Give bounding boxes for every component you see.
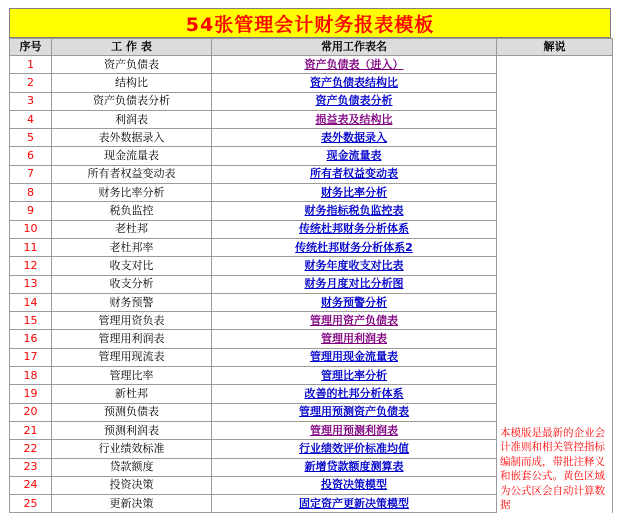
- row-hyperlink[interactable]: 现金流量表: [212, 147, 497, 165]
- row-worksheet: 资产负债表分析: [52, 92, 212, 110]
- row-hyperlink[interactable]: 所有者权益变动表: [212, 165, 497, 183]
- row-worksheet: 更新决策: [52, 495, 212, 513]
- row-hyperlink[interactable]: 财务比率分析: [212, 184, 497, 202]
- row-hyperlink[interactable]: 资产负债表结构比: [212, 74, 497, 92]
- row-seq: 22: [10, 440, 52, 458]
- row-seq: 25: [10, 495, 52, 513]
- row-seq: 23: [10, 458, 52, 476]
- row-seq: 10: [10, 220, 52, 238]
- row-seq: 2: [10, 74, 52, 92]
- row-seq: 14: [10, 293, 52, 311]
- row-hyperlink[interactable]: 管理用现金流量表: [212, 348, 497, 366]
- row-seq: 3: [10, 92, 52, 110]
- row-worksheet: 财务比率分析: [52, 184, 212, 202]
- row-hyperlink[interactable]: 管理比率分析: [212, 367, 497, 385]
- report-index-table: [9, 38, 613, 513]
- row-hyperlink[interactable]: 财务指标税负监控表: [212, 202, 497, 220]
- row-seq: 17: [10, 348, 52, 366]
- row-worksheet: 管理用现流表: [52, 348, 212, 366]
- row-seq: 18: [10, 367, 52, 385]
- row-seq: 12: [10, 257, 52, 275]
- row-seq: 21: [10, 421, 52, 439]
- row-hyperlink[interactable]: 新增贷款额度测算表: [212, 458, 497, 476]
- row-worksheet: 收支对比: [52, 257, 212, 275]
- row-seq: 13: [10, 275, 52, 293]
- row-hyperlink[interactable]: 改善的杜邦分析体系: [212, 385, 497, 403]
- row-seq: 24: [10, 476, 52, 494]
- row-worksheet: 管理比率: [52, 367, 212, 385]
- row-hyperlink[interactable]: 表外数据录入: [212, 129, 497, 147]
- header-common-name: 常用工作表名: [212, 39, 497, 56]
- header-worksheet: 工 作 表: [52, 39, 212, 56]
- row-seq: 7: [10, 165, 52, 183]
- row-seq: 4: [10, 110, 52, 128]
- row-worksheet: 税负监控: [52, 202, 212, 220]
- header-note: 解说: [497, 39, 613, 56]
- row-hyperlink[interactable]: 管理用预测利润表: [212, 421, 497, 439]
- row-worksheet: 所有者权益变动表: [52, 165, 212, 183]
- row-hyperlink[interactable]: 投资决策模型: [212, 476, 497, 494]
- row-worksheet: 现金流量表: [52, 147, 212, 165]
- row-worksheet: 预测利润表: [52, 421, 212, 439]
- header-seq: 序号: [10, 39, 52, 56]
- row-seq: 8: [10, 184, 52, 202]
- row-seq: 19: [10, 385, 52, 403]
- row-seq: 15: [10, 312, 52, 330]
- row-worksheet: 表外数据录入: [52, 129, 212, 147]
- row-seq: 16: [10, 330, 52, 348]
- row-hyperlink[interactable]: 资产负债表（进入）: [212, 56, 497, 74]
- row-hyperlink[interactable]: 管理用利润表: [212, 330, 497, 348]
- row-hyperlink[interactable]: 固定资产更新决策模型: [212, 495, 497, 513]
- row-worksheet: 老杜邦率: [52, 238, 212, 256]
- row-worksheet: 利润表: [52, 110, 212, 128]
- row-hyperlink[interactable]: 财务预警分析: [212, 293, 497, 311]
- row-hyperlink[interactable]: 财务年度收支对比表: [212, 257, 497, 275]
- row-hyperlink[interactable]: 传统杜邦财务分析体系: [212, 220, 497, 238]
- row-hyperlink[interactable]: 财务月度对比分析图: [212, 275, 497, 293]
- row-worksheet: 行业绩效标准: [52, 440, 212, 458]
- row-worksheet: 贷款额度: [52, 458, 212, 476]
- row-seq: 9: [10, 202, 52, 220]
- row-hyperlink[interactable]: 管理用资产负债表: [212, 312, 497, 330]
- row-seq: 1: [10, 56, 52, 74]
- row-worksheet: 新杜邦: [52, 385, 212, 403]
- header-row: [10, 39, 613, 56]
- row-hyperlink[interactable]: 资产负债表分析: [212, 92, 497, 110]
- table-row: [10, 56, 613, 74]
- row-hyperlink[interactable]: 传统杜邦财务分析体系2: [212, 238, 497, 256]
- row-worksheet: 投资决策: [52, 476, 212, 494]
- row-seq: 20: [10, 403, 52, 421]
- row-hyperlink[interactable]: 行业绩效评价标准均值: [212, 440, 497, 458]
- row-hyperlink[interactable]: 损益表及结构比: [212, 110, 497, 128]
- note-text: 本模版是最新的企业会计准则和相关管控指标编制而成，带批注释义和嵌套公式。黄色区域为公式区会自动计算数据: [500, 426, 605, 512]
- row-worksheet: 管理用资负表: [52, 312, 212, 330]
- row-worksheet: 资产负债表: [52, 56, 212, 74]
- row-seq: 6: [10, 147, 52, 165]
- note-cell: [497, 56, 613, 513]
- row-worksheet: 管理用利润表: [52, 330, 212, 348]
- row-hyperlink[interactable]: 管理用预测资产负债表: [212, 403, 497, 421]
- row-worksheet: 老杜邦: [52, 220, 212, 238]
- row-worksheet: 财务预警: [52, 293, 212, 311]
- row-worksheet: 结构比: [52, 74, 212, 92]
- row-seq: 11: [10, 238, 52, 256]
- row-seq: 5: [10, 129, 52, 147]
- title-text: 54张管理会计财务报表模板: [185, 13, 435, 36]
- row-worksheet: 预测负债表: [52, 403, 212, 421]
- row-worksheet: 收支分析: [52, 275, 212, 293]
- sheet-title: [9, 8, 611, 38]
